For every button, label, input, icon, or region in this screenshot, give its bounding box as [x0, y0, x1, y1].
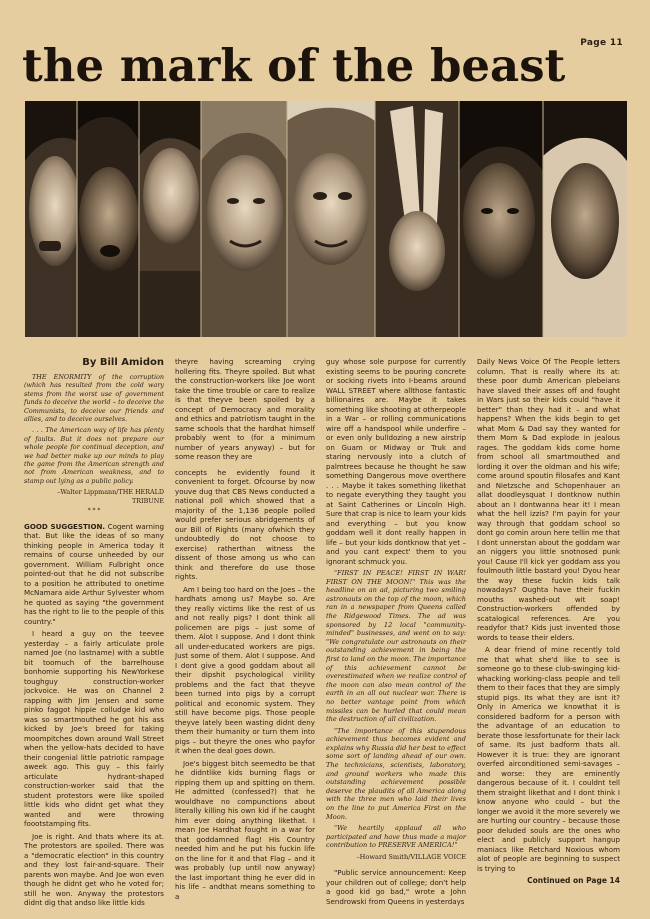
paragraph: Daily News Voice Of The People letters column. That is really where its at: these poor dumb American plebeians have slaved their asses off and fought in Wars just so their kids could "have it better" than they had it – and what happens? When the kids begin to get what Mom & Dad say they wanted for them Mom & Dad explode in jealous rages. The goddam kids come home from school all smartmouthed and lording it over the oldman and his wife; come around spoutin filosafes and Kant and Nietzsche and Schopenhauer an allat doodleysquat I dontknow nuthin about an I dontwanna hear it! I mean what the hell izzis? I'm payin for your way through that goddam school so dont go comin aroun here tellin me that I dont unnerstan about the goddam war an niggers you little snotnosed punk you! Cause I'll kick yer goddam ass you foulmouth little bastard you! Dyou hear the way these fuckin kids talk nowadays? Oughta have their fuckin mouths washed-out wit soap! Construction-workers offended by scatalogical references. Are you readyfor that? Kids just invented those words to tease their elders.	[477, 357, 620, 642]
quoted-ad-3: "We heartily applaud all who participated and have thus made a major contribution to PRESERVE AMERICA!"	[326, 824, 466, 850]
paragraph: Am I being too hard on the Joes – the hardhats among us? Maybe so. Are they really victims like the rest of us and not really pigs? I dont think all policemen are pigs – just some of them. Alot I suppose. And I dont think all under-educated workers are pigs. Just some of them. Alot I suppose. And I dont give a good goddam about all their dipshit psychological virility problems and the fact that theyve been turned into pigs by a corrupt political and economic system. They still have become pigs. Those people theyve lately been wasting didnt deny them their humanity or turn them into pigs – but theyre the ones who payfor it when the deal goes down.	[175, 584, 315, 755]
paragraph: Joe's biggest bitch seemedto be that he didntlike kids burning flags or ripping them up and spitting on them. He admitted (confessed?) that he wouldhave no compunctions about literally killing his own kid if he caught him ever doing anything likethat. I mean Joe Hardhat fought in a war for that goddamned flag! His Country needed him and he put his fuckin life on the line for it and that Flag – and it was probably (up until now anyway) the last important thing he ever did in his life – andthat means something to a	[175, 758, 315, 901]
panel-8	[543, 101, 627, 337]
column-3	[326, 357, 466, 909]
headline: the mark of the beast	[22, 39, 566, 92]
epigraph-source: –Walter Lippmann/THE HERALD TRIBUNE	[57, 488, 164, 505]
paragraph: "Public service announcement: Keep your children out of college; don't help a good kid go bad," wrote a John Sendrowski from Queens in yesterdays	[326, 868, 466, 906]
paragraph: concepts he evidently found it convenient to forget. Ofcourse by now youve dug that CBS News conducted a national poll which showed that a majority of the 1,136 people polled would prefer serious abridgements of our Bill of Rights (many ofwhich they undoubtedly do not choose to exercise) ratherthan witness the dissent of those among us who can think and therefore do use those rights.	[175, 467, 315, 581]
column-1	[24, 357, 164, 911]
quote-source: –Howard Smith/VILLAGE VOICE	[356, 853, 466, 861]
lead-word: GOOD SUGGESTION.	[24, 521, 106, 531]
panel-5	[287, 101, 375, 337]
column-4	[477, 357, 620, 886]
quoted-ad-2: "The importance of this stupendous achievement thus becomes evident and explains why Russia did her best to effect some sort of landing ahead of our own. The technicians, scientists, laboratory, and ground workers who made this outstanding achievement possible deserve the plaudits of all America along with the three men who laid their lives on the line to put America First on the Moon.	[326, 726, 466, 821]
photo-montage	[25, 101, 627, 337]
paragraph: Joe is right. And thats where its at. The protestors are spoiled. There was a "democratic election" in this country and they lost fair-and-square. Their parents won maybe. And Joe won even though he didnt get who he voted for; still he won. Anyway the protestors didnt dig that andso like little kids	[24, 831, 164, 908]
page-number: Page 11	[580, 38, 623, 48]
panel-6	[375, 101, 459, 337]
panel-1	[25, 101, 81, 337]
column-2	[175, 357, 315, 904]
paragraph: I heard a guy on the teevee yesterday – a fairly articulate prole named Joe (no lastname) with a subtle bit toomuch of the barrelhouse bonhomie supporting his NewYorkese toughguy construction-worker jockvoice. He was on Channel 2 rapping with Jim Jensen and some pinko faggot hippie colludge kid who was so smartmouthed he got his ass kicked by Joe's breed for taking moompitches down around Wall Street when the yellow-hats decided to have their congenial little patriotic rampage aweek ago. This guy – this fairly articulate hydrant-shaped construction-worker said that the student protestors were like spoiled little kids who didnt get what they wanted and were throwing foootstamping fits.	[24, 629, 164, 829]
quoted-ad: "FIRST IN PEACE! FIRST IN WAR! FIRST ON THE MOON!" This was the headline on an ad, picturing two smiling astronauts on the top of the moon, which ran in a newspaper from Queens called the Ridgewood Times. The ad was sponsored by 12 local "community-minded" businesses, and went on to say: "We congratulate our astronauts on their outstanding achievement in being the first to land on the moon. The importance of this achievement cannot be overestimated when we realize control of the moon can also mean control of the earth in an all out nuclear war. There is no better vantage point from which missiles can be hurled that could mean the destruction of all civilization.	[326, 569, 466, 724]
panel-3	[139, 101, 201, 337]
epigraph-1: THE ENORMITY of the corruption (which has resulted from the cold wary stems from the worst use of government funds to deceive the world – to deceive the Communists, to deceive our friends and allies, and to deceive ourselves.	[24, 373, 164, 424]
panel-2	[77, 101, 139, 337]
faces-collage-image	[25, 101, 627, 337]
epigraph-2: . . . The American way of life has plenty of faults. But it does not prepare our whole people for continual deception, and we had better make up our minds to play the game from the American strength and not from American weakness, and to stamp out lying as a public policy.	[24, 426, 164, 485]
paragraph: theyre having screaming crying hollering fits. Theyre spoiled. But what the construction-workers like Joe wont take the time trouble or care to realize is that theyve been spoiled by a concept of Democracy and morality and ethics and patriotism taught in the same schools that the hardhat himself probably went to (for a minimum number of years anyway) – but for some reason they are	[175, 357, 315, 461]
paragraph: guy whose sole purpose for currently existing seems to be pouring concrete or socking rivets into I-beams around WALL STREET where allthose fantastic billionaires are. Maybe it takes something like shooting at otherpeople in a War – or rolling communications wire off a handspool while underfire – or even only bulldozing a new airstrip on Guam or Midway or Truk and staring nervously into a clutch of palmtrees because he thought he saw something Dangerous move overthere . . . Maybe it takes something likethat to negate everything they taught you at Saint Catherines or Lincoln High. Sure that crap is nice to learn your kids and everything – but you know goddam well it dont really happen in life – but your kids dontknow that yet – and you cant expect' them to you ignorant schmuck you.	[326, 357, 466, 566]
paragraph: GOOD SUGGESTION. Cogent warning that. But like the ideas of so many thinking people in America today it remains of course unheeded by our government. William Fulbright once pointed-out that he did not subscribe to a position he attributed to onetime McNamara aide Arthur Sylvester whom he quoted as saying "the government has the right to lie to the people of this country."	[24, 521, 164, 626]
paragraph: A dear friend of mine recently told me that what she'd like to see is someone go to these club-swinging kid-whacking working-class people and tell them to their faces that they are simply stupid pigs. Its what they are isnt it? Only in America we knowthat it is considered badform for a person with the advantage of an education to berate those lessfortunate for their lack of same. Its just badform thats all. However it is true: they are ignorant overfed airconditioned semi-savages – and worse: they are eminently dangerous because of it. I couldnt tell them straight likethat and I dont think I know anyone who could – but the longer we avoid it the more severely we are hurting our country – because those poor deluded souls are the ones who elect and publicly support hangup maniacs like Retchard Noxious whom alot of people are beginning to suspect is trying to	[477, 645, 620, 873]
byline: By Bill Amidon	[82, 357, 164, 368]
panel-7	[459, 101, 543, 337]
section-stars: * * *	[87, 507, 101, 515]
panel-4	[201, 101, 287, 337]
continued-link[interactable]: Continued on Page 14	[527, 876, 620, 885]
